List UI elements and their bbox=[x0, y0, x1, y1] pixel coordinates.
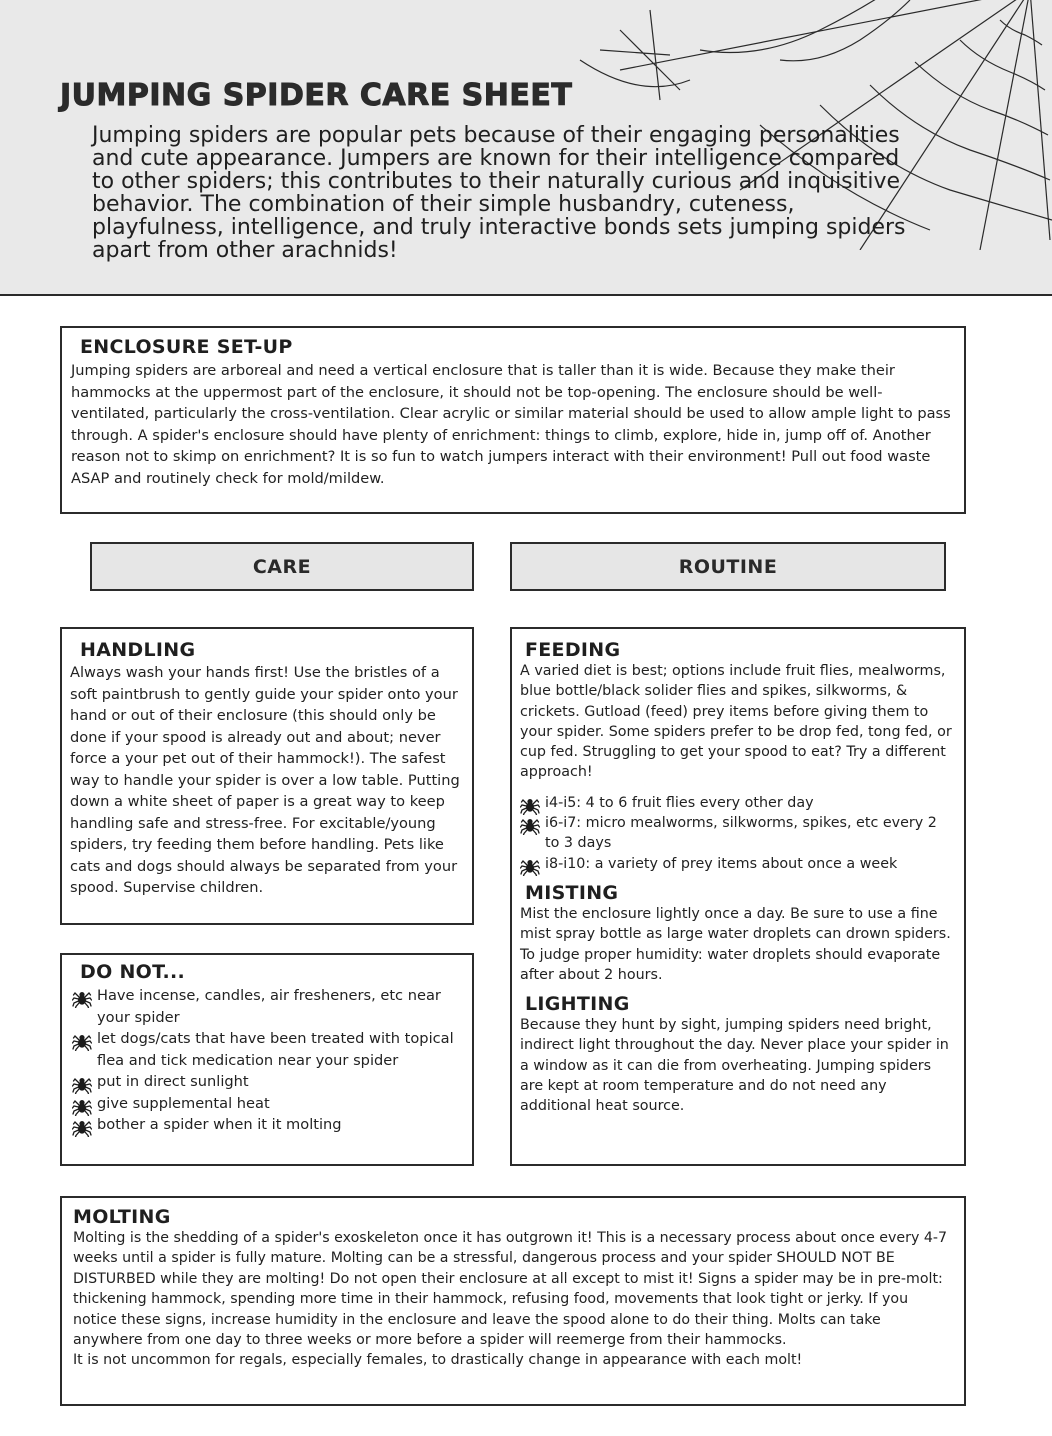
routine-section bbox=[510, 627, 966, 1166]
list-item: give supplemental heat bbox=[70, 1093, 464, 1115]
list-item: i6-i7: micro mealworms, silkworms, spikes, etc every 2 to 3 days bbox=[520, 813, 952, 854]
handling-title: HANDLING bbox=[80, 639, 196, 661]
page-title: JUMPING SPIDER CARE SHEET bbox=[60, 78, 573, 113]
molting-title: MOLTING bbox=[73, 1206, 171, 1228]
spider-icon bbox=[72, 1031, 92, 1051]
do-not-list bbox=[70, 985, 464, 1136]
spider-icon bbox=[72, 1074, 92, 1094]
enclosure-title: ENCLOSURE SET-UP bbox=[80, 336, 293, 358]
enclosure-section bbox=[60, 326, 966, 514]
feeding-schedule bbox=[520, 793, 952, 874]
feeding-title: FEEDING bbox=[525, 639, 621, 661]
feeding-text: A varied diet is best; options include fruit flies, mealworms, blue bottle/black solider flies and spikes, silkworms, & crickets. Gutload (feed) prey items before giving them to your spider. Some spiders prefer to be drop fed, tong fed, or cup fed. Struggling to get your spood to eat? Try a different approach! bbox=[520, 663, 952, 781]
do-not-title: DO NOT... bbox=[80, 961, 186, 983]
header-banner bbox=[0, 0, 1052, 296]
lighting-title: LIGHTING bbox=[525, 993, 630, 1016]
list-item: put in direct sunlight bbox=[70, 1071, 464, 1093]
list-item: Have incense, candles, air fresheners, etc near your spider bbox=[70, 985, 464, 1028]
misting-text: Mist the enclosure lightly once a day. Be sure to use a fine mist spray bottle as large water droplets can drown spiders. To judge proper humidity: water droplets should evaporate after about 2 hours. bbox=[520, 905, 951, 983]
list-item: bother a spider when it it molting bbox=[70, 1114, 464, 1136]
lighting-text: Because they hunt by sight, jumping spiders need bright, indirect light throughout the day. Never place your spider in a window as it can die from overheating. Jumping spiders are kept at room temperature and do not need any additional heat source. bbox=[520, 1017, 949, 1115]
do-not-section bbox=[60, 953, 474, 1166]
molting-text: Molting is the shedding of a spider's exoskeleton once it has outgrown it! This is a necessary process about once every 4-7 weeks until a spider is fully mature. Molting can be a stressful, dangerous process and your spider SHOULD NOT BE DISTURBED while they are molting! Do not open their enclosure at all except to mist it! Signs a spider may be in pre-molt: thickening hammock, spending more time in their hammock, refusing food, movements that look tight or jerky. If you notice these signs, increase humidity in the enclosure and leave the spood alone to do their thing. Molts can take anywhere from one day to three weeks or more before a spider will reemerge from their hammocks. bbox=[73, 1230, 948, 1349]
handling-section bbox=[60, 627, 474, 925]
spider-icon bbox=[520, 856, 540, 876]
enclosure-text: Jumping spiders are arboreal and need a vertical enclosure that is taller than it is wide. Because they make their hammocks at the uppermost part of the enclosure, it should not be top-opening. The enclosure should be well-ventilated, particularly the cross-ventilation. Clear acrylic or similar material should be used to allow ample light to pass through. A spider's enclosure should have plenty of enrichment: things to climb, explore, hide in, jump off of. Another reason not to skimp on enrichment? It is so fun to watch jumpers interact with their environment! Pull out food waste ASAP and routinely check for mold/mildew. bbox=[71, 362, 951, 487]
spider-icon bbox=[72, 1096, 92, 1116]
spider-icon bbox=[72, 1117, 92, 1137]
list-item: i4-i5: 4 to 6 fruit flies every other day bbox=[520, 793, 952, 813]
intro-paragraph: Jumping spiders are popular pets because of their engaging personalities and cute appearance. Jumpers are known for their intelligence compared to other spiders; this contributes to their naturally curious and inquisitive behavior. The combination of their simple husbandry, cuteness, playfulness, intelligence, and truly interactive bonds sets jumping spiders apart from other arachnids! bbox=[92, 123, 906, 263]
care-header: CARE bbox=[90, 542, 474, 591]
list-item: i8-i10: a variety of prey items about once a week bbox=[520, 854, 952, 874]
spider-icon bbox=[520, 795, 540, 815]
handling-text: Always wash your hands first! Use the bristles of a soft paintbrush to gently guide your spider onto your hand or out of their enclosure (this should only be done if your spood is already out and about; never force a your pet out of their hammock!). The safest way to handle your spider is over a low table. Putting down a white sheet of paper is a great way to keep handling safe and stress-free. For excitable/young spiders, try feeding them before handling. Pets like cats and dogs should always be separated from your spood. Supervise children. bbox=[70, 664, 460, 896]
molting-note: It is not uncommon for regals, especially females, to drastically change in appearance with each molt! bbox=[73, 1352, 803, 1369]
molting-section bbox=[60, 1196, 966, 1406]
spider-icon bbox=[520, 815, 540, 835]
list-item: let dogs/cats that have been treated with topical flea and tick medication near your spider bbox=[70, 1028, 464, 1071]
routine-header: ROUTINE bbox=[510, 542, 946, 591]
spider-icon bbox=[72, 988, 92, 1008]
misting-title: MISTING bbox=[525, 881, 619, 904]
